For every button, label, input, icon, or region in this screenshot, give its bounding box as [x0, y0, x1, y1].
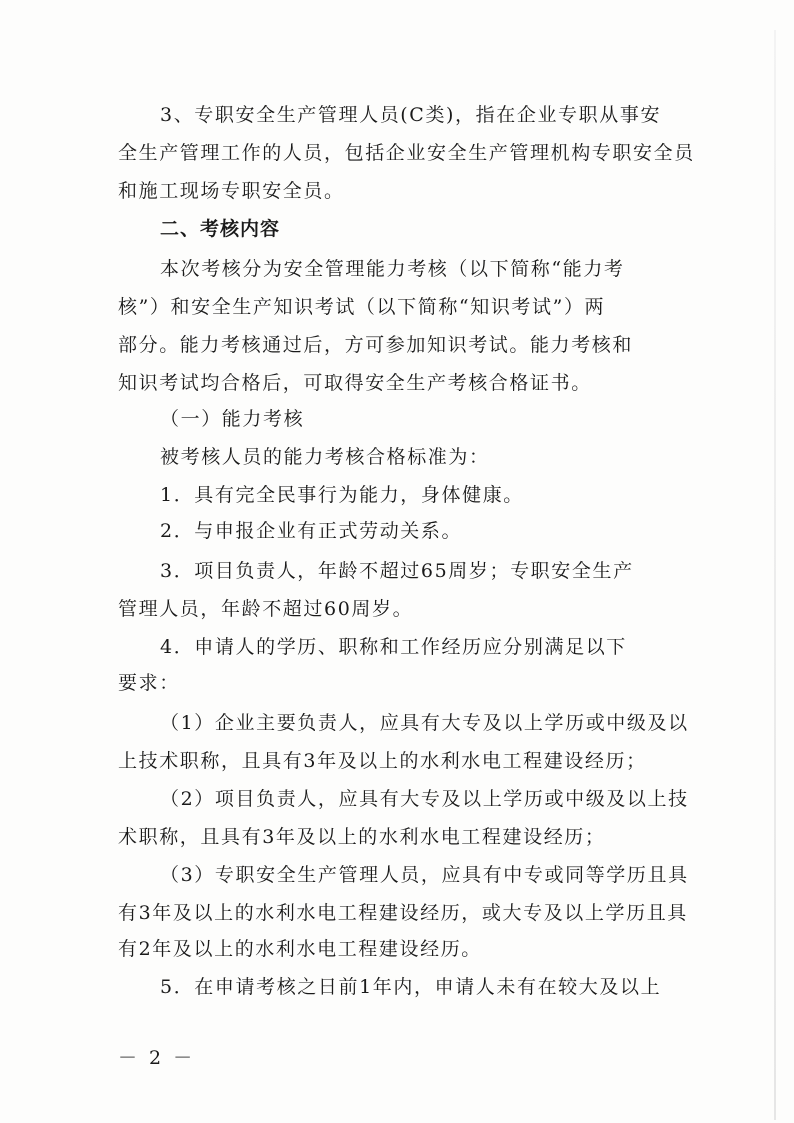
requirement-3-line-2: 有3年及以上的水利水电工程建设经历，或大专及以上学历且具 [118, 902, 688, 924]
paragraph-line-10: 被考核人员的能力考核合格标准为： [160, 446, 490, 468]
criterion-1: 1．具有完全民事行为能力，身体健康。 [160, 484, 524, 506]
paragraph-line-3: 和施工现场专职安全员。 [118, 180, 345, 202]
section-heading: 二、考核内容 [160, 218, 281, 240]
criterion-2: 2．与申报企业有正式劳动关系。 [160, 520, 463, 542]
criterion-4-line-2: 要求： [118, 672, 180, 694]
requirement-1-line-1: （1）企业主要负责人，应具有大专及以上学历或中级及以 [160, 712, 689, 734]
requirement-3-line-3: 有2年及以上的水利水电工程建设经历。 [118, 938, 482, 960]
subsection-heading: （一）能力考核 [160, 408, 305, 430]
paragraph-line-5: 本次考核分为安全管理能力考核（以下简称“能力考 [160, 258, 625, 280]
paragraph-line-7: 部分。能力考核通过后，方可参加知识考试。能力考核和 [118, 334, 634, 356]
requirement-2-line-2: 术职称，且具有3年及以上的水利水电工程建设经历； [118, 826, 606, 848]
paragraph-line-6: 核”）和安全生产知识考试（以下简称“知识考试”）两 [118, 296, 606, 318]
requirement-3-line-1: （3）专职安全生产管理人员，应具有中专或同等学历且具 [160, 864, 689, 886]
paragraph-line-2: 全生产管理工作的人员，包括企业安全生产管理机构专职安全员 [118, 142, 695, 164]
requirement-2-line-1: （2）项目负责人，应具有大专及以上学历或中级及以上技 [160, 788, 689, 810]
paragraph-line-8: 知识考试均合格后，可取得安全生产考核合格证书。 [118, 372, 592, 394]
criterion-3-line-1: 3．项目负责人，年龄不超过65周岁；专职安全生产 [160, 560, 634, 582]
criterion-5-line-1: 5．在申请考核之日前1年内，申请人未有在较大及以上 [160, 976, 662, 998]
page-number: － 2 － [118, 1047, 196, 1069]
scan-edge [774, 30, 776, 1120]
criterion-3-line-2: 管理人员，年龄不超过60周岁。 [118, 598, 414, 620]
paragraph-line-1: 3、专职安全生产管理人员(C类)，指在企业专职从事安 [160, 104, 662, 126]
requirement-1-line-2: 上技术职称，且具有3年及以上的水利水电工程建设经历； [118, 750, 647, 772]
criterion-4-line-1: 4．申请人的学历、职称和工作经历应分别满足以下 [160, 636, 627, 658]
